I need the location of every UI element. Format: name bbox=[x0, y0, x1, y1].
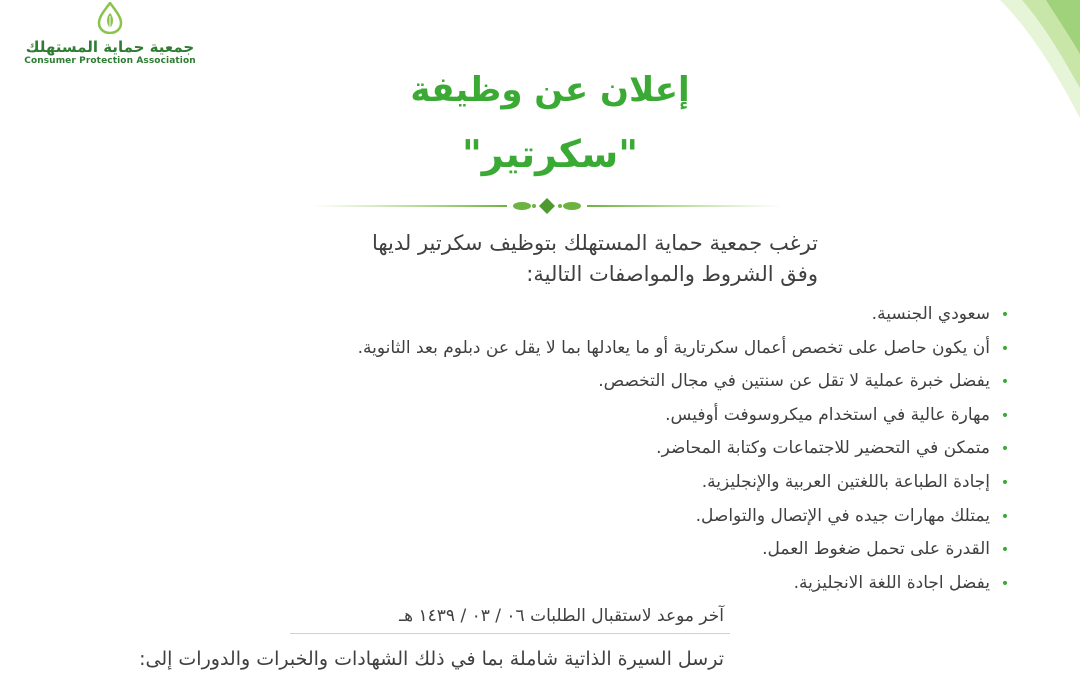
submission-instructions: ترسل السيرة الذاتية شاملة بما في ذلك الشهادات والخبرات والدورات إلى: bbox=[139, 648, 724, 670]
job-title: "سكرتير" bbox=[461, 132, 639, 176]
requirement-text: القدرة على تحمل ضغوط العمل. bbox=[762, 539, 990, 560]
requirement-text: مهارة عالية في استخدام ميكروسوفت أوفيس. bbox=[665, 404, 990, 425]
requirement-text: يفضل اجادة اللغة الانجليزية. bbox=[793, 572, 990, 593]
bullet-icon: • bbox=[1000, 374, 1010, 391]
requirement-text: سعودي الجنسية. bbox=[871, 304, 990, 324]
bullet-icon: • bbox=[1000, 407, 1010, 424]
corner-swoosh-decoration bbox=[960, 0, 1080, 130]
bullet-icon: • bbox=[1000, 508, 1010, 525]
intro-line-2: وفق الشروط والمواصفات التالية: bbox=[526, 262, 818, 286]
application-deadline: آخر موعد لاستقبال الطلبات ٠٦ / ٠٣ / ١٤٣٩ هـ bbox=[399, 606, 724, 626]
bullet-icon: • bbox=[1000, 474, 1010, 491]
requirement-text: يفضل خبرة عملية لا تقل عن سنتين في مجال التخصص. bbox=[598, 371, 990, 392]
intro-line-1: ترغب جمعية حماية المستهلك بتوظيف سكرتير لديها bbox=[371, 231, 818, 255]
requirements-list bbox=[234, 298, 1014, 600]
requirement-text: متمكن في التحضير للاجتماعات وكتابة المحاضر. bbox=[656, 438, 990, 459]
organization-logo bbox=[20, 2, 200, 66]
requirement-item bbox=[234, 365, 1014, 399]
logo-arabic-name: جمعية حماية المستهلك bbox=[25, 38, 195, 56]
requirement-item bbox=[234, 567, 1014, 601]
bullet-icon: • bbox=[1000, 542, 1010, 559]
bullet-icon: • bbox=[1000, 340, 1010, 357]
requirement-item bbox=[234, 466, 1014, 500]
requirement-text: أن يكون حاصل على تخصص أعمال سكرتارية أو ما يعادلها بما لا يقل عن دبلوم بعد الثانوية. bbox=[357, 337, 990, 358]
intro-paragraph bbox=[258, 228, 818, 290]
deadline-underline bbox=[290, 633, 730, 634]
bullet-icon: • bbox=[1000, 575, 1010, 592]
requirement-item bbox=[234, 298, 1014, 332]
bullet-icon: • bbox=[1000, 441, 1010, 458]
requirement-text: إجادة الطباعة باللغتين العربية والإنجليزية. bbox=[701, 471, 990, 492]
requirement-item bbox=[234, 432, 1014, 466]
requirement-item bbox=[234, 332, 1014, 366]
logo-english-name: Consumer Protection Association bbox=[24, 56, 196, 66]
ornamental-divider bbox=[312, 197, 782, 215]
requirement-item bbox=[234, 533, 1014, 567]
announcement-title: إعلان عن وظيفة bbox=[410, 70, 690, 110]
bullet-icon: • bbox=[1000, 307, 1010, 323]
leaf-drop-icon bbox=[95, 2, 125, 34]
requirement-item bbox=[234, 500, 1014, 534]
requirement-text: يمتلك مهارات جيده في الإتصال والتواصل. bbox=[695, 505, 990, 526]
requirement-item bbox=[234, 399, 1014, 433]
